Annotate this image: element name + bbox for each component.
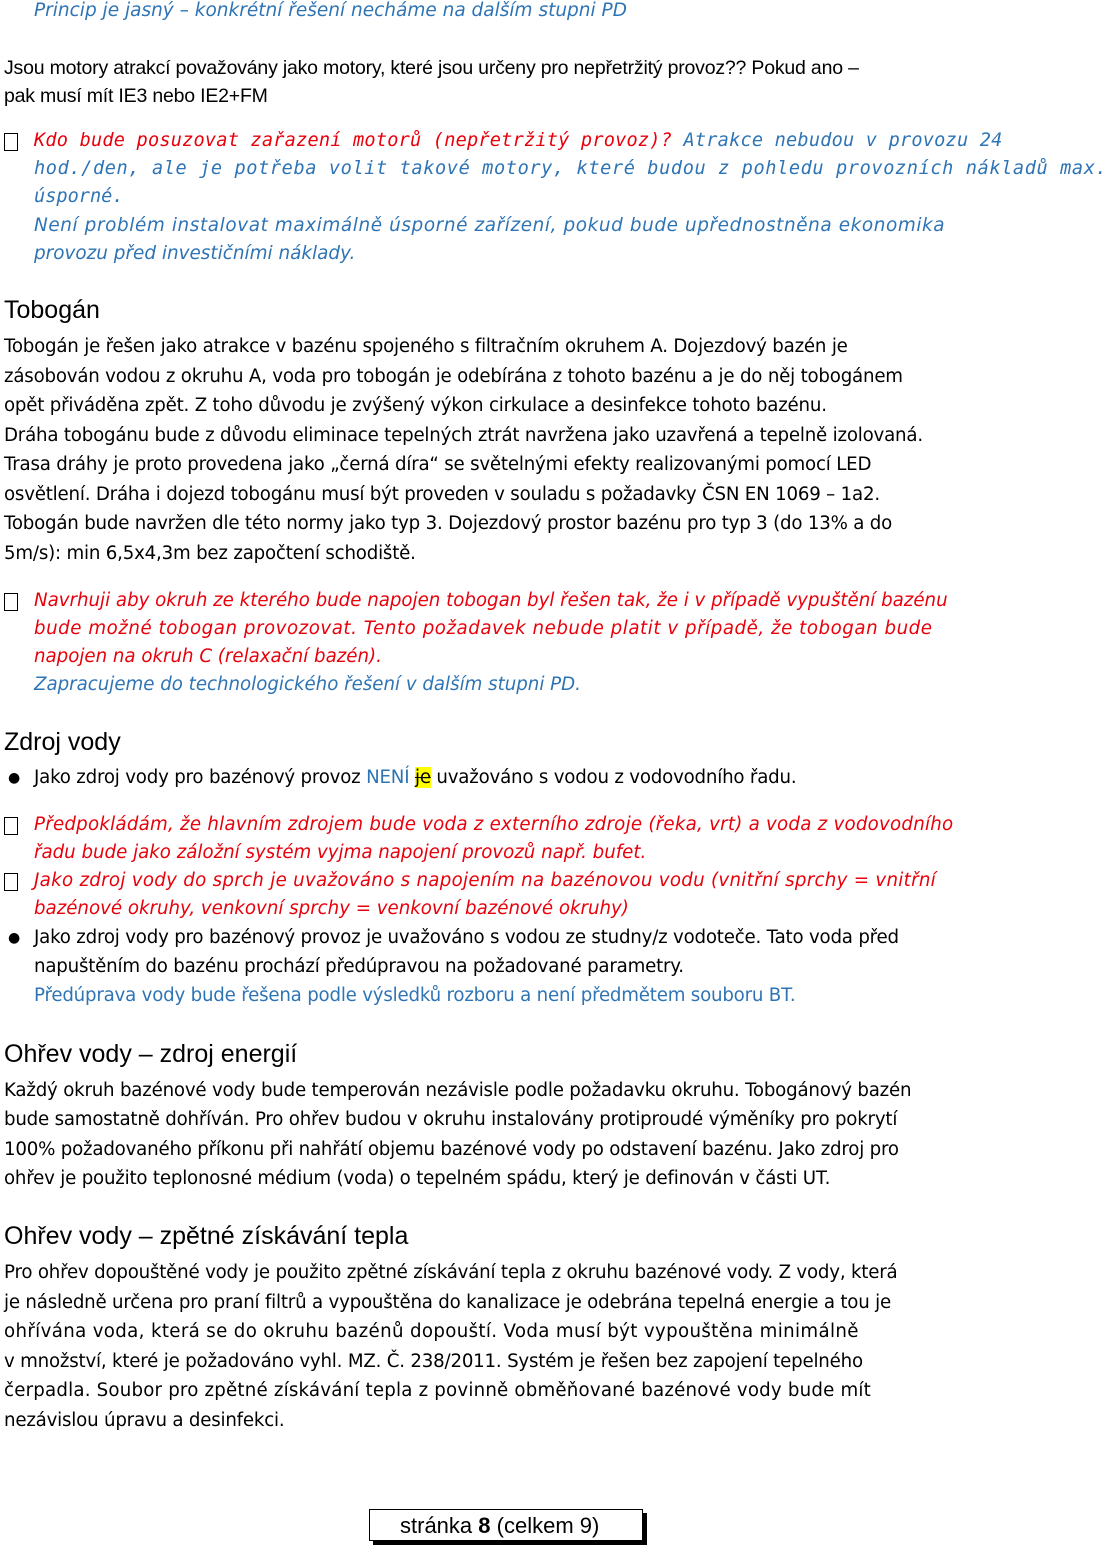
ohrev1-paragraph-line: 100% požadovaného příkonu při nahřátí objemu bazénové vody po odstavení bazénu. Jako zdroj pro (4, 1139, 899, 1160)
zdroj-bullet-2-line: Jako zdroj vody pro bazénový provoz je uvažováno s vodou ze studny/z vodoteče. Tato voda před (34, 927, 899, 948)
ohrev2-paragraph-line: je následně určena pro praní filtrů a vypouštěna do kanalizace je odebrána tepelná energie a tou je (4, 1292, 891, 1313)
intro-response-1: Kdo bude posuzovat zařazení motorů (nepřetržitý provoz)? Atrakce nebudou v provozu 24 (34, 130, 1003, 151)
section-heading-tobogan: Tobogán (4, 296, 100, 324)
tobogan-reply-line: Zapracujeme do technologického řešení v dalším stupni PD. (34, 674, 581, 695)
tobogan-paragraph-line: osvětlení. Dráha i dojezd tobogánu musí být proveden v souladu s požadavky ČSN EN 1069 – 1a2. (4, 484, 880, 505)
zdroj-comment-line: Předpokládám, že hlavním zdrojem bude voda z externího zdroje (řeka, vrt) a voda z vodovodního (34, 814, 954, 835)
tobogan-note-line: bude možné tobogan provozovat. Tento požadavek nebude platit v případě, že tobogan bude (34, 618, 933, 639)
ohrev1-paragraph-line: Každý okruh bazénové vody bude temperován nezávisle podle požadavku okruhu. Tobogánový bazén (4, 1080, 912, 1101)
ohrev2-paragraph-line: nezávislou úpravu a desinfekci. (4, 1410, 285, 1431)
zdroj-bullet-1: Jako zdroj vody pro bazénový provoz NENÍ je uvažováno s vodou z vodovodního řadu. (34, 767, 797, 788)
ohrev1-paragraph-line: ohřev je použito teplonosné médium (voda) o tepelném spádu, který je definován v části UT. (4, 1168, 831, 1189)
intro-response-2: hod./den, ale je potřeba volit takové motory, které budou z pohledu provozních nákladů max. (34, 158, 1107, 179)
tobogan-paragraph-line: opět přiváděna zpět. Z toho důvodu je zvýšený výkon cirkulace a desinfekce tohoto bazénu. (4, 395, 827, 416)
intro-response-5: provozu před investičními náklady. (34, 243, 356, 264)
bullet-icon: ● (8, 930, 21, 946)
page-number-box (369, 1509, 643, 1541)
intro-line: Princip je jasný – konkrétní řešení necháme na dalším stupni PD (34, 0, 627, 21)
tobogan-paragraph-line: 5m/s): min 6,5x4,3m bez započtení schodiště. (4, 543, 416, 564)
checkbox-icon (4, 593, 18, 611)
page-number-label: stránka 8 (celkem 9) (400, 1513, 600, 1538)
intro-response-3: úsporné. (34, 186, 124, 207)
zdroj-comment-line: bazénové okruhy, venkovní sprchy = venkovní bazénové okruhy) (34, 898, 629, 919)
tobogan-paragraph-line: Tobogán bude navržen dle této normy jako typ 3. Dojezdový prostor bazénu pro typ 3 (do 13% a do (4, 513, 893, 534)
tobogan-paragraph-line: Trasa dráhy je proto provedena jako „černá díra“ se světelnými efekty realizovanými pomocí LED (4, 454, 872, 475)
section-heading-ohrev-energie: Ohřev vody – zdroj energií (4, 1040, 298, 1068)
question-line-1: Jsou motory atrakcí považovány jako motory, které jsou určeny pro nepřetržitý provoz?? Pokud ano – (4, 57, 859, 79)
checkbox-icon (4, 873, 18, 891)
checkbox-icon (4, 133, 18, 151)
tobogan-note-line: napojen na okruh C (relaxační bazén). (34, 646, 382, 667)
tobogan-paragraph-line: Dráha tobogánu bude z důvodu eliminace tepelných ztrát navržena jako uzavřená a tepelně izolovaná. (4, 425, 923, 446)
zdroj-comment-line: řadu bude jako záložní systém vyjma napojení provozů např. bufet. (34, 842, 647, 863)
ohrev2-paragraph-line: v množství, které je požadováno vyhl. MZ. Č. 238/2011. Systém je řešen bez zapojení tepelného (4, 1351, 863, 1372)
tobogan-note-line: Navrhuji aby okruh ze kterého bude napojen tobogan byl řešen tak, že i v případě vypuštění bazénu (34, 590, 948, 611)
ohrev2-paragraph-line: ohřívána voda, která se do okruhu bazénů dopouští. Voda musí být vypouštěna minimálně (4, 1321, 859, 1342)
checkbox-icon (4, 817, 18, 835)
question-line-2: pak musí mít IE3 nebo IE2+FM (4, 85, 268, 107)
ohrev2-paragraph-line: čerpadla. Soubor pro zpětné získávání tepla z povinně obměňované bazénové vody bude mít (4, 1380, 871, 1401)
zdroj-bullet-2-reply: Předúprava vody bude řešena podle výsledků rozboru a není předmětem souboru BT. (34, 985, 796, 1006)
ohrev1-paragraph-line: bude samostatně dohříván. Pro ohřev budou v okruhu instalovány protiproudé výměníky pro pokrytí (4, 1109, 898, 1130)
section-heading-zdroj-vody: Zdroj vody (4, 728, 121, 756)
zdroj-bullet-2-line: napuštěním do bazénu prochází předúpravou na požadované parametry. (34, 956, 684, 977)
tobogan-paragraph-line: zásobován vodou z okruhu A, voda pro tobogán je odebírána z tohoto bazénu a je do něj tobogánem (4, 366, 903, 387)
bullet-icon: ● (8, 770, 21, 786)
zdroj-comment-line: Jako zdroj vody do sprch je uvažováno s napojením na bazénovou vodu (vnitřní sprchy = vnitřní (34, 870, 937, 891)
section-heading-ohrev-zpetne: Ohřev vody – zpětné získávání tepla (4, 1222, 409, 1250)
ohrev2-paragraph-line: Pro ohřev dopouštěné vody je použito zpětné získávání tepla z okruhu bazénové vody. Z vody, která (4, 1262, 898, 1283)
tobogan-paragraph-line: Tobogán je řešen jako atrakce v bazénu spojeného s filtračním okruhem A. Dojezdový bazén je (4, 336, 848, 357)
intro-response-4: Není problém instalovat maximálně úsporné zařízení, pokud bude upřednostněna ekonomika (34, 215, 946, 236)
